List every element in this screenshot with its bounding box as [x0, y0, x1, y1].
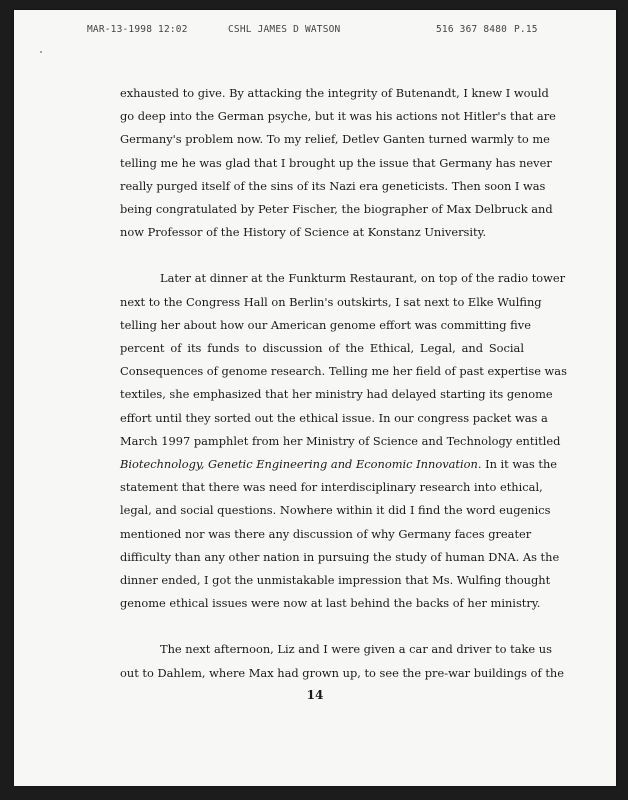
text-line: being congratulated by Peter Fischer, the biographer of Max Delbruck and	[120, 202, 553, 217]
text-line: now Professor of the History of Science at Konstanz University.	[120, 225, 487, 240]
text-line: Germany's problem now. To my relief, Detlev Ganten turned warmly to me	[120, 132, 550, 147]
text-line: next to the Congress Hall on Berlin's outskirts, I sat next to Elke Wulfing	[120, 294, 542, 309]
text-fragment: In it was the	[481, 457, 558, 472]
text-line: telling her about how our American genome effort was committing five	[120, 317, 531, 332]
text-line: The next afternoon, Liz and I were given a car and driver to take us	[160, 642, 552, 657]
text-line: telling me he was glad that I brought up the issue that Germany has never	[120, 155, 552, 170]
pamphlet-title: Biotechnology, Genetic Engineering and Economic Innovation.	[120, 457, 482, 472]
text-line: Later at dinner at the Funkturm Restaurant, on top of the radio tower	[160, 271, 566, 286]
fax-sender: CSHL JAMES D WATSON	[228, 24, 341, 35]
paragraph-1	[120, 82, 556, 244]
text-line: legal, and social questions. Nowhere within it did I find the word eugenics	[120, 503, 551, 518]
text-line: out to Dahlem, where Max had grown up, to see the pre-war buildings of the	[120, 665, 564, 680]
text-line: effort until they sorted out the ethical issue. In our congress packet was a	[120, 410, 548, 425]
body-text	[120, 82, 567, 685]
text-line-with-title	[120, 453, 558, 476]
text-line: mentioned nor was there any discussion of why Germany faces greater	[120, 526, 532, 541]
text-line: percent of its funds to discussion of the Ethical, Legal, and Social	[120, 341, 524, 356]
paper-speck	[40, 51, 42, 53]
text-line: March 1997 pamphlet from her Ministry of Science and Technology entitled	[120, 433, 561, 448]
text-line: dinner ended, I got the unmistakable impression that Ms. Wulfing thought	[120, 573, 551, 588]
fax-page-number: P.15	[514, 24, 538, 35]
paragraph-2	[120, 267, 567, 615]
fax-date-time: MAR-13-1998 12:02	[87, 24, 188, 35]
fax-header	[14, 24, 616, 38]
text-line: exhausted to give. By attacking the integrity of Butenandt, I knew I would	[120, 86, 549, 100]
text-line: statement that there was need for interdisciplinary research into ethical,	[120, 480, 543, 495]
text-line: go deep into the German psyche, but it was his actions not Hitler's that are	[120, 109, 556, 124]
text-line: textiles, she emphasized that her ministry had delayed starting its genome	[120, 387, 553, 402]
text-line: difficulty than any other nation in pursuing the study of human DNA. As the	[120, 549, 560, 564]
fax-phone-number: 516 367 8480	[436, 24, 508, 35]
text-line: Consequences of genome research. Telling me her field of past expertise was	[120, 364, 567, 379]
page-number: 14	[306, 688, 324, 702]
text-line: really purged itself of the sins of its Nazi era geneticists. Then soon I was	[120, 178, 546, 193]
document-page	[14, 10, 616, 786]
paragraph-3	[120, 638, 564, 684]
text-line: genome ethical issues were now at last behind the backs of her ministry.	[120, 596, 541, 611]
